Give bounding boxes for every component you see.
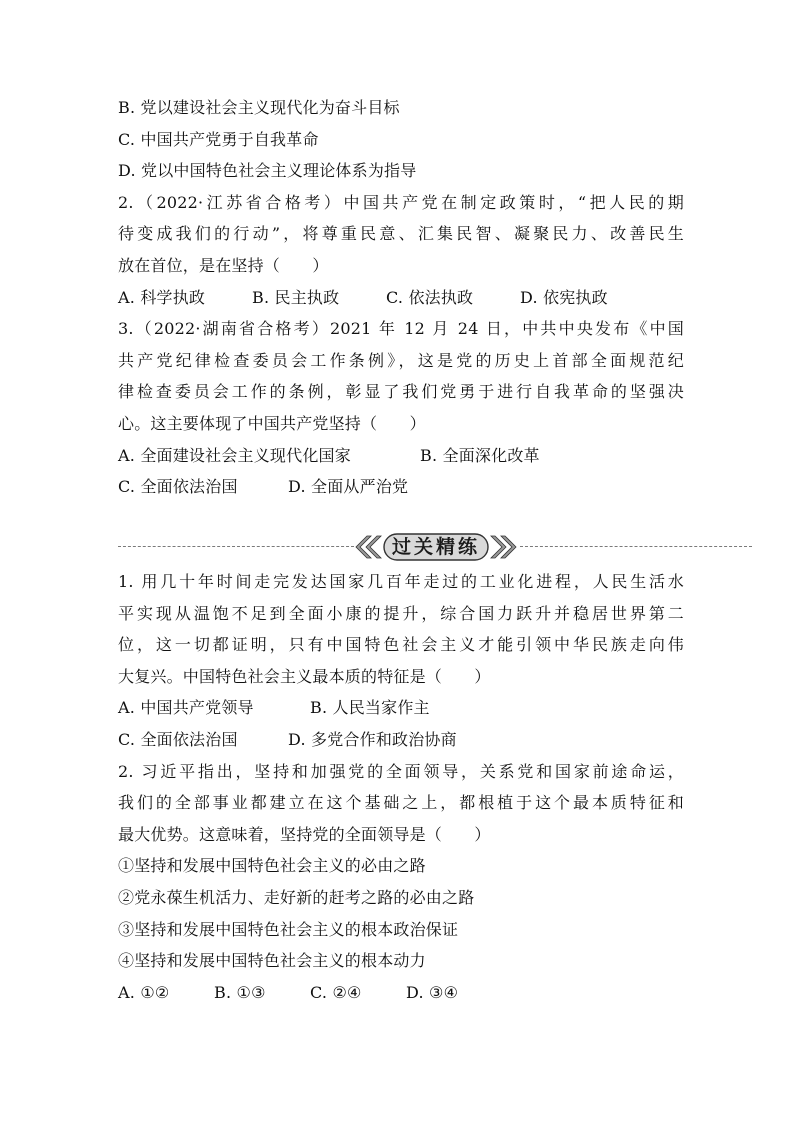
section-divider <box>118 532 752 562</box>
option-a: A. 科学执政 <box>118 287 206 307</box>
option-line: D. 党以中国特色社会主义理论体系为指导 <box>118 161 417 181</box>
question-text-line: 最大优势。这意味着，坚持党的全面领导是（ ） <box>118 824 491 844</box>
statement-item: ③坚持和发展中国特色社会主义的根本政治保证 <box>118 919 459 939</box>
right-chevron-ornament-icon <box>491 536 516 558</box>
option-a: A. 全面建设社会主义现代化国家 <box>118 445 351 465</box>
question-text-line: 共产党纪律检查委员会工作条例》，这是党的历史上首部全面规范纪 <box>118 350 684 370</box>
practice-question-1 <box>118 566 684 756</box>
option-d: D. 多党合作和政治协商 <box>288 729 457 749</box>
option-d: D. 依宪执政 <box>520 287 608 307</box>
question-text-line: 平实现从温饱不足到全面小康的提升，综合国力跃升并稳居世界第二 <box>118 603 684 623</box>
option-line: B. 党以建设社会主义现代化为奋斗目标 <box>118 98 400 117</box>
option-a: A. ①② <box>118 982 170 1002</box>
answer-options <box>118 692 684 724</box>
statement-item: ④坚持和发展中国特色社会主义的根本动力 <box>118 951 426 971</box>
question-text-line: 律检查委员会工作的条例，彰显了我们党勇于进行自我革命的坚强决 <box>118 382 684 402</box>
divider-line-right <box>520 546 752 547</box>
question-text-line: 2.（2022·江苏省合格考）中国共产党在制定政策时，“把人民的期 <box>118 192 684 212</box>
option-c: C. 依法执政 <box>386 287 474 307</box>
section-badge <box>353 532 519 562</box>
answer-options <box>118 471 684 503</box>
previous-question-options <box>118 92 684 187</box>
option-c: C. 全面依法治国 <box>118 729 238 749</box>
question-text-line: 2. 习近平指出，坚持和加强党的全面领导，关系党和国家前途命运， <box>118 761 684 781</box>
option-b: B. ①③ <box>214 982 266 1002</box>
option-b: B. 人民当家作主 <box>310 698 430 718</box>
practice-question-2 <box>118 756 684 1009</box>
option-a: A. 中国共产党领导 <box>118 698 254 718</box>
divider-line-left <box>118 546 354 547</box>
option-b: B. 民主执政 <box>252 287 340 307</box>
option-c: C. 全面依法治国 <box>118 477 238 497</box>
statement-item: ②党永葆生机活力、走好新的赶考之路的必由之路 <box>118 887 475 907</box>
option-d: D. ③④ <box>406 982 459 1002</box>
question-text-line: 心。这主要体现了中国共产党坚持（ ） <box>118 413 426 433</box>
question-text-line: 位，这一切都证明，只有中国特色社会主义才能引领中华民族走向伟 <box>118 635 684 655</box>
option-line: C. 中国共产党勇于自我革命 <box>118 129 319 149</box>
question-3-hunan <box>118 313 684 503</box>
answer-options <box>118 724 684 756</box>
option-b: B. 全面深化改革 <box>420 445 540 465</box>
option-d: D. 全面从严治党 <box>288 477 409 497</box>
answer-options <box>118 282 684 314</box>
question-text-line: 我们的全部事业都建立在这个基础之上，都根植于这个最本质特征和 <box>118 793 684 813</box>
question-2-jiangsu <box>118 187 684 313</box>
left-chevron-ornament-icon <box>356 536 381 558</box>
section-title: 过关精练 <box>391 536 480 558</box>
question-text-line: 待变成我们的行动”，将尊重民意、汇集民智、凝聚民力、改善民生 <box>118 224 684 244</box>
question-text-line: 大复兴。中国特色社会主义最本质的特征是（ ） <box>118 666 491 686</box>
statement-item: ①坚持和发展中国特色社会主义的必由之路 <box>118 856 426 876</box>
question-text-line: 1. 用几十年时间走完发达国家几百年走过的工业化进程，人民生活水 <box>118 572 684 591</box>
answer-options <box>118 440 684 472</box>
question-text-line: 3.（2022·湖南省合格考）2021 年 12 月 24 日，中共中央发布《中国 <box>118 319 684 339</box>
answer-options <box>118 977 684 1009</box>
option-c: C. ②④ <box>310 982 362 1002</box>
question-text-line: 放在首位，是在坚持（ ） <box>118 255 329 275</box>
